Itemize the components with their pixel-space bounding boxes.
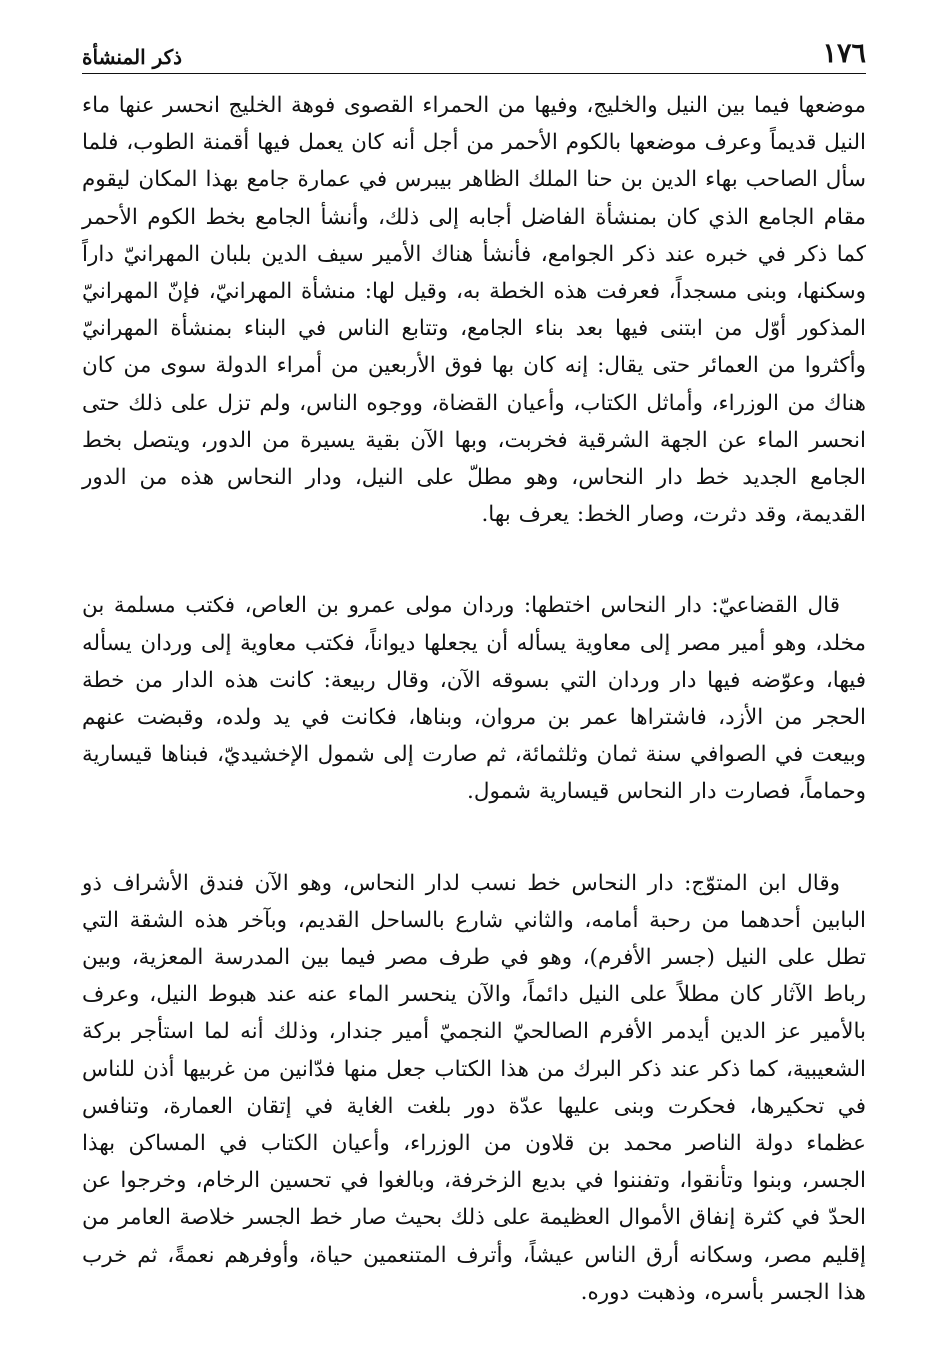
paragraph-1: موضعها فيما بين النيل والخليج، وفيها من الحمراء القصوى فوهة الخليج انحسر عنها ماء النيل قديماً وعرف موضعها بالكوم الأحمر من أجل أنه كان يعمل فيها أقمنة الطوب، فلما سأل الصاحب بهاء الدين بن حنا الملك الظاهر بيبرس في عمارة جامع بهذا المكان ليقوم مقام الجامع الذي كان بمنشأة الفاضل أجابه إلى ذلك، وأنشأ الجامع بخط الكوم الأحمر كما ذكر في خبره عند ذكر الجوامع، فأنشأ هناك الأمير سيف الدين بلبان المهرانيّ داراً وسكنها، وبنى مسجداً، فعرفت هذه الخطة به، وقيل لها: منشأة المهرانيّ، فإنّ المهرانيّ المذكور أوّل من ابتنى فيها بعد بناء الجامع، وتتابع الناس في البناء بمنشأة المهرانيّ وأكثروا من العمائر حتى يقال: إنه كان بها فوق الأربعين من أمراء الدولة سوى من كان هناك من الوزراء، وأماثل الكتاب، وأعيان القضاة، ووجوه الناس، ولم تزل على ذلك حتى انحسر الماء عن الجهة الشرقية فخربت، وبها الآن بقية يسيرة من الدور، ويتصل بخط الجامع الجديد خط دار النحاس، وهو مطلّ على النيل، ودار النحاس هذه من الدور القديمة، وقد دثرت، وصار الخط: يعرف بها. [82,93,866,528]
chapter-title: ذكر المنشأة [82,45,183,69]
paragraph-2: قال القضاعيّ: دار النحاس اختطها: وردان مولى عمرو بن العاص، فكتب مسلمة بن مخلد، وهو أمير مصر إلى معاوية يسأله أن يجعلها ديواناً، فكتب معاوية إلى وردان يسأله فيها، وعوّضه فيها دار وردان التي بسوقه الآن، وقال ربيعة: كانت هذه الدار من خطة الحجر من الأزد، فاشتراها عمر بن مروان، وبناها، فكانت في يد ولده، وقبضت عنهم وبيعت في الصوافي سنة ثمان وثلثمائة، ثم صارت إلى شمول الإخشيديّ، فبناها قيسارية وحماماً، فصارت دار النحاس قيسارية شمول. [82,593,866,805]
paragraph-3: وقال ابن المتوّج: دار النحاس خط نسب لدار النحاس، وهو الآن فندق الأشراف ذو البابين أحدهما من رحبة أمامه، والثاني شارع بالساحل القديم، وبآخر هذه الشقة التي تطل على النيل (جسر الأفرم)، وهو في طرف مصر فيما بين المدرسة المعزية، وبين رباط الآثار كان مطلاً على النيل دائماً، والآن ينحسر الماء عنه عند هبوط النيل، وعرف بالأمير عز الدين أيدمر الأفرم الصالحيّ النجميّ أمير جندار، وذلك أنه لما استأجر بركة الشعيبية، كما ذكر عند ذكر البرك من هذا الكتاب جعل منها فدّانين من غربيها أذن للناس في تحكيرها، فحكرت وبنى عليها عدّة دور بلغت الغاية في إتقان العمارة، وتنافس عظماء دولة الناصر محمد بن قلاون من الوزراء، وأعيان الكتاب في المساكن بهذا الجسر، وبنوا وتأنقوا، وتفننوا في بديع الزخرفة، وبالغوا في تحسين الرخام، وخرجوا عن الحدّ في كثرة إنفاق الأموال العظيمة على ذلك بحيث صار خط الجسر خلاصة العامر من إقليم مصر، وسكانه أرق الناس عيشاً، وأترف المتنعمين حياة، وأوفرهم نعمةً، ثم خرب هذا الجسر بأسره، وذهبت دوره. [82,870,866,1305]
page-number: ١٧٦ [822,38,866,69]
running-header [82,30,866,74]
body-text [82,87,866,1311]
